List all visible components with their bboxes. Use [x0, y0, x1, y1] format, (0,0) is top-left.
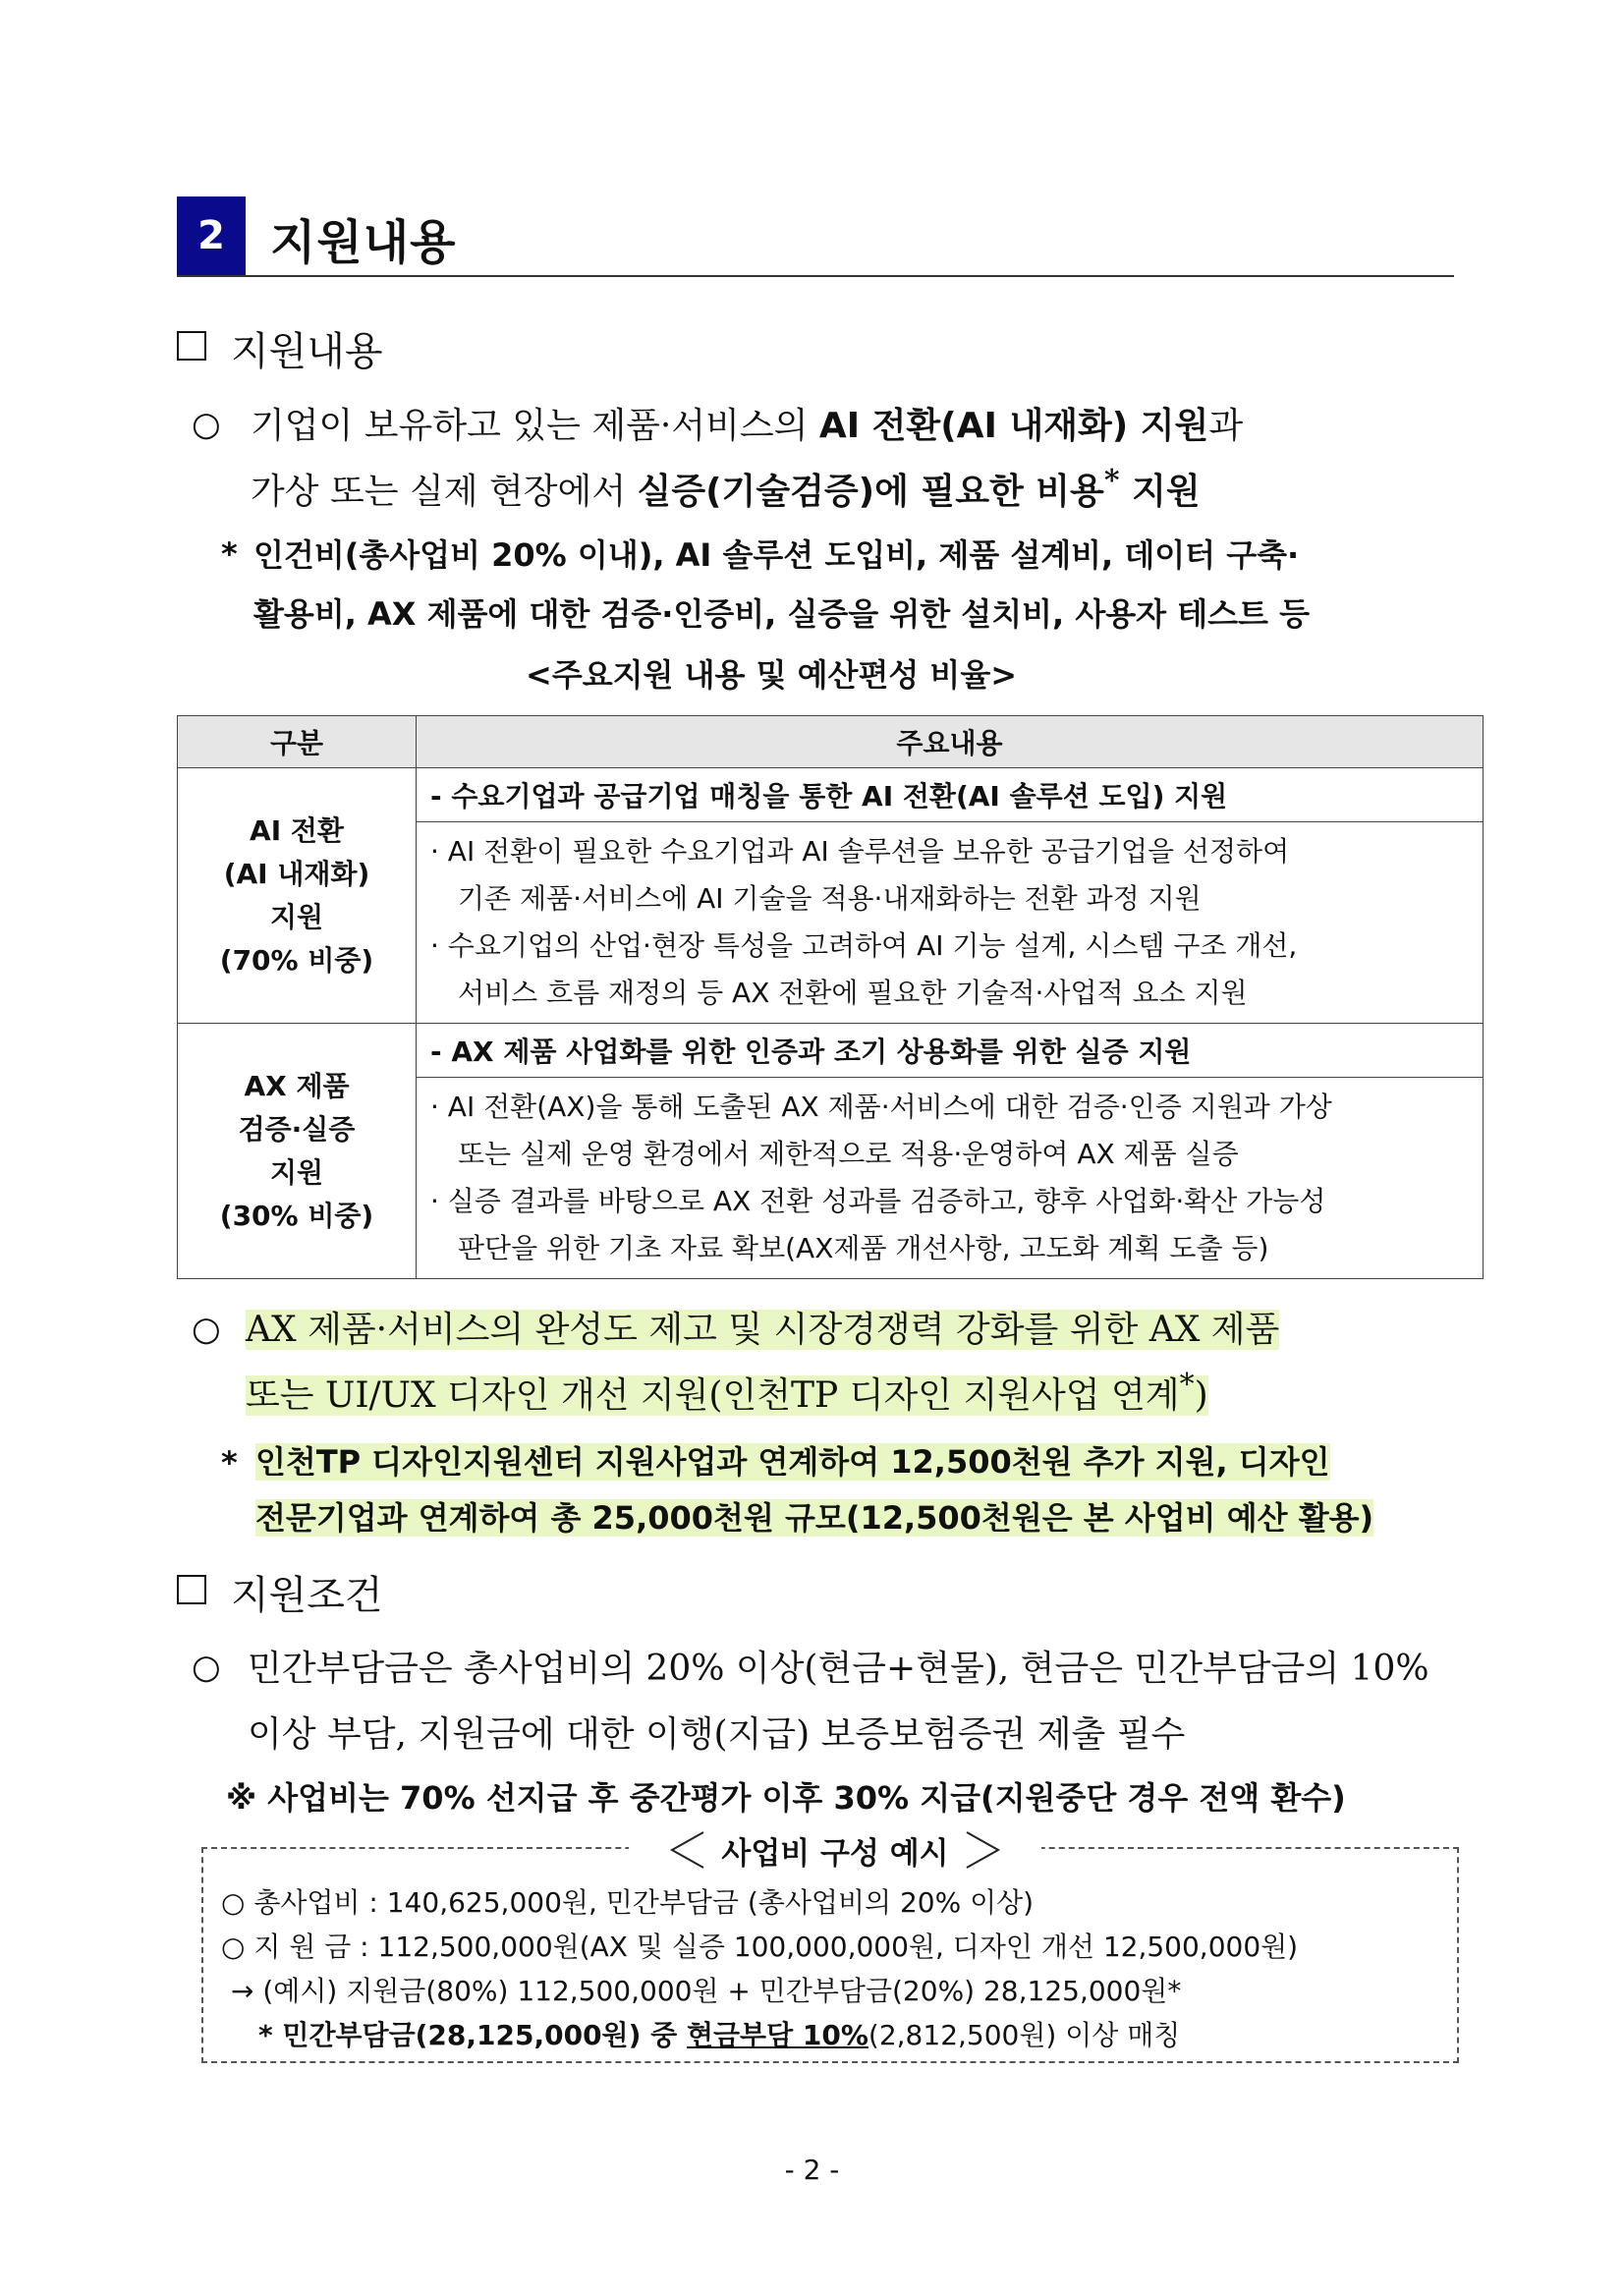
section-divider [177, 275, 1454, 277]
conditions-line1: 민간부담금은 총사업비의 20% 이상(현금+현물), 현금은 민간부담금의 10% [248, 1649, 1429, 1689]
note1-line1: 인건비(총사업비 20% 이내), AI 솔루션 도입비, 제품 설계비, 데이터 구축· [253, 536, 1300, 574]
table-row [178, 768, 1484, 822]
checkbox-square-icon [177, 1575, 206, 1604]
conditions-note: ※ 사업비는 70% 선지급 후 중간평가 이후 30% 지급(지원중단 경우 전액 환수) [226, 1779, 1346, 1817]
table-category-cell: AI 전환 (AI 내재화) 지원 (70% 비중) [178, 768, 417, 1024]
note2-line2: 전문기업과 연계하여 총 25,000천원 규모(12,500천원은 본 사업비 예산 활용) [255, 1499, 1374, 1537]
support-conditions-heading: 지원조건 [231, 1573, 383, 1618]
table-category-cell: AX 제품 검증·실증 지원 (30% 비중) [178, 1024, 417, 1279]
item2-line2: 또는 UI/UX 디자인 개선 지원(인천TP 디자인 지원사업 연계*) [246, 1368, 1208, 1416]
item1-line2: 가상 또는 실제 현장에서 실증(기술검증)에 필요한 비용* 지원 [251, 464, 1201, 512]
circle-bullet-icon: ○ [192, 1648, 221, 1687]
checkbox-square-icon [177, 331, 206, 361]
note1-mark: * [221, 535, 238, 573]
circle-bullet-icon: ○ [192, 1310, 221, 1349]
example-line3: → (예시) 지원금(80%) 112,500,000원 + 민간부담금(20%) 28,125,000원* [231, 1975, 1182, 2007]
angle-right-icon [963, 1828, 1002, 1872]
item2-line1: AX 제품·서비스의 완성도 제고 및 시장경쟁력 강화를 위한 AX 제품 [246, 1310, 1280, 1350]
table-detail-cell: · AI 전환(AX)을 통해 도출된 AX 제품·서비스에 대한 검증·인증 지원과 가상 또는 실제 운영 환경에서 제한적으로 적용·운영하여 AX 제품 실증 · 실증 결과를 바탕으로 AX 전환 성과를 검증하고, 향후 사업화·확산 가능성 판단을 위한 기초 자료 확보(AX제품 개선사항, 고도화 계획 도출 등) [417, 1078, 1484, 1279]
table-summary-cell: - 수요기업과 공급기업 매칭을 통한 AI 전환(AI 솔루션 도입) 지원 [417, 768, 1484, 822]
table-header-cell: 주요내용 [417, 716, 1484, 768]
table-caption: <주요지원 내용 및 예산편성 비율> [526, 656, 1018, 694]
section-title: 지원내용 [270, 215, 457, 270]
table-row [178, 1024, 1484, 1078]
page-number: - 2 - [784, 2154, 840, 2186]
note1-line2: 활용비, AX 제품에 대한 검증·인증비, 실증을 위한 설치비, 사용자 테스트 등 [253, 595, 1311, 633]
example-line4: * 민간부담금(28,125,000원) 중 현금부담 10%(2,812,500원) 이상 매칭 [258, 2019, 1181, 2051]
support-content-heading: 지원내용 [231, 329, 383, 374]
section-number-badge: 2 [177, 196, 246, 275]
table-header-row [178, 716, 1484, 768]
table-summary-cell: - AX 제품 사업화를 위한 인증과 조기 상용화를 위한 실증 지원 [417, 1024, 1484, 1078]
support-table [177, 715, 1484, 1279]
conditions-line2: 이상 부담, 지원금에 대한 이행(지급) 보증보험증권 제출 필수 [248, 1714, 1186, 1755]
example-line1: ○ 총사업비 : 140,625,000원, 민간부담금 (총사업비의 20% 이상) [221, 1886, 1035, 1919]
example-title: 사업비 구성 예시 [629, 1825, 1041, 1875]
example-line2: ○ 지 원 금 : 112,500,000원(AX 및 실증 100,000,000원, 디자인 개선 12,500,000원) [221, 1931, 1299, 1963]
item1-line1: 기업이 보유하고 있는 제품·서비스의 AI 전환(AI 내재화) 지원과 [251, 406, 1244, 446]
table-header-cell: 구분 [178, 716, 417, 768]
note2-mark: * [221, 1444, 238, 1482]
note2-line1: 인천TP 디자인지원센터 지원사업과 연계하여 12,500천원 추가 지원, 디자인 [255, 1443, 1330, 1481]
angle-left-icon [668, 1828, 707, 1872]
circle-bullet-icon: ○ [192, 405, 221, 444]
table-detail-cell: · AI 전환이 필요한 수요기업과 AI 솔루션을 보유한 공급기업을 선정하여 기존 제품·서비스에 AI 기술을 적용·내재화하는 전환 과정 지원 · 수요기업의 산업·현장 특성을 고려하여 AI 기능 설계, 시스템 구조 개선, 서비스 흐름 재정의 등 AX 전환에 필요한 기술적·사업적 요소 지원 [417, 822, 1484, 1024]
